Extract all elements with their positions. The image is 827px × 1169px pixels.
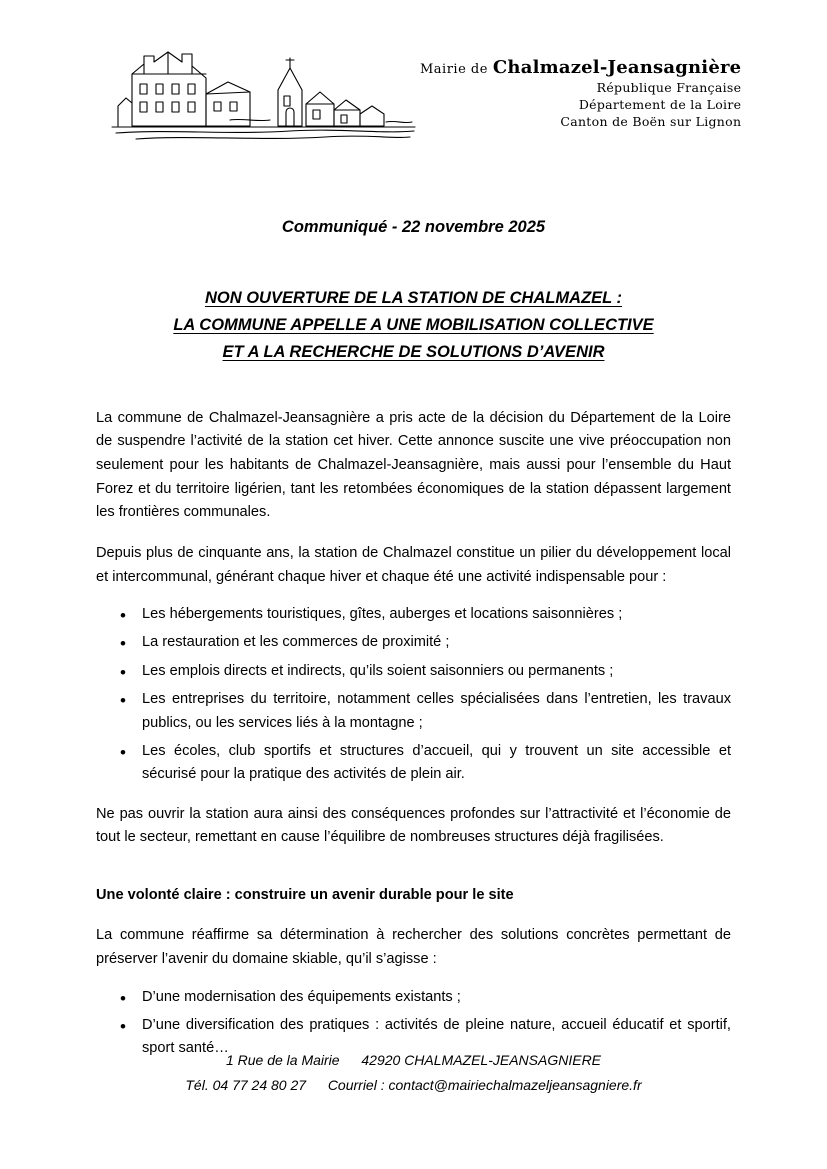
footer-phone: Tél. 04 77 24 80 27 — [185, 1076, 307, 1093]
list-item: • Les écoles, club sportifs et structures d’accueil, qui y trouvent un site accessible et sécurisé pour la pratique des activités de plein air. — [142, 740, 731, 787]
mairie-identity — [420, 34, 745, 131]
footer-address-line — [0, 1048, 827, 1073]
communique-date: Communiqué - 22 novembre 2025 — [281, 218, 546, 236]
chalmazel-village-line-drawing — [110, 34, 420, 144]
paragraph-3: Ne pas ouvrir la station aura ainsi des conséquences profondes sur l’attractivité et l’économie de tout le secteur, remettant en cause l’équilibre de nombreuses structures déjà fragilisées. — [96, 805, 731, 846]
bullet-list-activities — [96, 603, 731, 786]
list-item: • La restauration et les commerces de proximité ; — [142, 631, 731, 654]
section-heading: Une volonté claire : construire un avenir durable pour le site — [96, 886, 514, 903]
title-line-2: LA COMMUNE APPELLE A UNE MOBILISATION COLLECTIVE — [173, 316, 654, 335]
footer-street: 1 Rue de la Mairie — [225, 1052, 340, 1068]
commune-name: Chalmazel-Jeansagnière — [492, 57, 742, 78]
paragraph-1: La commune de Chalmazel-Jeansagnière a pris acte de la décision du Département de la Loire de suspendre l’activité de la station cet hiver. Cette annonce suscite une vive préoccupation non seulement pour les habitants de Chalmazel-Jeansagnière, mais aussi pour l’ensemble du Haut Forez et du territoire ligérien, tant les retombées économiques de la station dépassent largement les frontières communales. — [96, 409, 731, 521]
list-item: • Les hébergements touristiques, gîtes, auberges et locations saisonnières ; — [142, 603, 731, 626]
list-item: • Les emplois directs et indirects, qu’ils soient saisonniers ou permanents ; — [142, 660, 731, 683]
list-item: • Les entreprises du territoire, notamment celles spécialisées dans l’entretien, les travaux publics, ou les services liés à la montagne ; — [142, 688, 731, 735]
list-item: • D’une diversification des pratiques : activités de pleine nature, accueil éducatif et sportif, sport santé… — [142, 1014, 731, 1061]
canton-label: Canton de Boën sur Lignon — [560, 114, 742, 130]
list-item: • D’une modernisation des équipements existants ; — [142, 986, 731, 1009]
mairie-prefix: Mairie de — [420, 62, 488, 77]
footer-city: 42920 CHALMAZEL-JEANSAGNIERE — [361, 1052, 602, 1068]
document-body — [96, 407, 731, 1061]
footer-email: Courriel : contact@mairiechalmazeljeansagniere.fr — [327, 1076, 642, 1093]
footer-contact-line — [0, 1073, 827, 1098]
paragraph-4: La commune réaffirme sa détermination à rechercher des solutions concrètes permettant de préserver l’avenir du domaine skiable, qu’il s’agisse : — [96, 927, 731, 968]
title-line-3: ET A LA RECHERCHE DE SOLUTIONS D’AVENIR — [222, 343, 605, 362]
department-label: Département de la Loire — [578, 97, 742, 113]
page-title — [96, 285, 731, 367]
title-line-1: NON OUVERTURE DE LA STATION DE CHALMAZEL : — [204, 289, 623, 307]
paragraph-2: Depuis plus de cinquante ans, la station de Chalmazel constitue un pilier du développement local et intercommunal, générant chaque hiver et chaque été une activité indispensable pour : — [96, 544, 731, 585]
republic-label: République Française — [596, 80, 742, 96]
document-footer — [0, 1048, 827, 1097]
document-header — [96, 0, 742, 174]
